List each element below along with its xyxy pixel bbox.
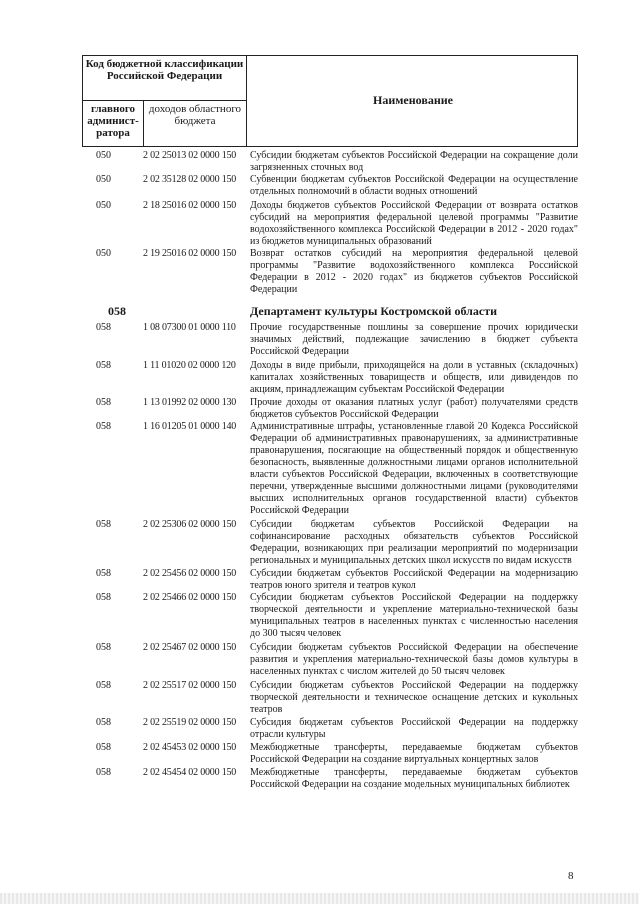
department-row bbox=[82, 304, 578, 320]
income-code: 1 08 07300 01 0000 110 bbox=[143, 322, 236, 333]
admin-code: 058 bbox=[96, 568, 111, 579]
income-code: 2 02 25466 02 0000 150 bbox=[143, 592, 237, 603]
scan-edge bbox=[0, 893, 639, 904]
department-code: 058 bbox=[108, 304, 126, 318]
income-code: 2 02 25467 02 0000 150 bbox=[143, 642, 237, 653]
row-name: Субсидия бюджетам субъектов Российской Федерации на поддержку отрасли культуры bbox=[250, 717, 578, 740]
row-name: Межбюджетные трансферты, передаваемые бюджетам субъектов Российской Федерации на создание модельных муниципальных библиотек bbox=[250, 767, 578, 790]
income-code: 2 02 35128 02 0000 150 bbox=[143, 174, 237, 185]
row-name: Прочие доходы от оказания платных услуг (работ) получателями средств бюджетов субъектов Российской Федерации bbox=[250, 397, 578, 420]
income-code: 2 02 25519 02 0000 150 bbox=[143, 717, 237, 728]
income-code: 1 13 01992 02 0000 130 bbox=[143, 397, 237, 408]
income-code: 2 02 25013 02 0000 150 bbox=[143, 150, 237, 161]
admin-code: 058 bbox=[96, 421, 111, 432]
row-name: Доходы в виде прибыли, приходящейся на доли в уставных (складочных) капиталах хозяйственных товариществ и обществ, или дивидендов по акциям, принадлежащим субъектам Российской Федерации bbox=[250, 360, 578, 395]
admin-code: 058 bbox=[96, 360, 111, 371]
row-name: Межбюджетные трансферты, передаваемые бюджетам субъектов Российской Федерации на создание виртуальных концертных залов bbox=[250, 742, 578, 765]
income-code: 2 19 25016 02 0000 150 bbox=[143, 248, 237, 259]
row-name: Прочие государственные пошлины за совершение прочих юридически значимых действий, подлежащие зачислению в бюджет субъекта Российской Федерации bbox=[250, 322, 578, 357]
header-divider-horizontal bbox=[83, 100, 246, 101]
admin-code: 058 bbox=[96, 742, 111, 753]
admin-code: 050 bbox=[96, 150, 111, 161]
page-number: 8 bbox=[568, 870, 574, 882]
header-col-admin: главного админист-ратора bbox=[87, 103, 139, 139]
income-code: 2 18 25016 02 0000 150 bbox=[143, 200, 237, 211]
admin-code: 058 bbox=[96, 322, 111, 333]
admin-code: 050 bbox=[96, 174, 111, 185]
department-name: Департамент культуры Костромской области bbox=[250, 304, 498, 318]
income-code: 2 02 25517 02 0000 150 bbox=[143, 680, 237, 691]
header-col-name: Наименование bbox=[373, 93, 453, 107]
income-code: 2 02 25306 02 0000 150 bbox=[143, 519, 237, 530]
row-name: Субсидии бюджетам субъектов Российской Федерации на обеспечение развития и укрепления материально-технической базы домов культуры в населенных пунктах с числом жителей до 50 тысяч человек bbox=[250, 642, 578, 677]
row-name: Субсидии бюджетам субъектов Российской Федерации на софинансирование расходных обязательств субъектов Российской Федерации, возникающих при реализации мероприятий по модернизации региональных и муниципальных детских школ искусств по видам искусств bbox=[250, 519, 578, 566]
row-name: Субсидии бюджетам субъектов Российской Федерации на модернизацию театров юного зрителя и театров кукол bbox=[250, 568, 578, 591]
row-name: Субсидии бюджетам субъектов Российской Федерации на сокращение доли загрязненных сточных вод bbox=[250, 150, 578, 173]
income-code: 2 02 45453 02 0000 150 bbox=[143, 742, 237, 753]
admin-code: 058 bbox=[96, 592, 111, 603]
admin-code: 058 bbox=[96, 680, 111, 691]
admin-code: 050 bbox=[96, 248, 111, 259]
row-name: Административные штрафы, установленные главой 20 Кодекса Российской Федерации об административных правонарушениях, за административные правонарушения, посягающие на общественный порядок и общественную безопасность, выявленные должностными лицами органов исполнительной власти субъектов Российской Федерации, включенных в соответствующие перечни, утвержденные высшими должностными лицами (руководителями высших исполнительных органов государственной власти) субъектов Российской Федерации bbox=[250, 421, 578, 516]
admin-code: 050 bbox=[96, 200, 111, 211]
row-name: Субвенции бюджетам субъектов Российской Федерации на осуществление отдельных полномочий в области водных отношений bbox=[250, 174, 578, 197]
admin-code: 058 bbox=[96, 642, 111, 653]
income-code: 2 02 25456 02 0000 150 bbox=[143, 568, 237, 579]
income-code: 1 11 01020 02 0000 120 bbox=[143, 360, 236, 371]
admin-code: 058 bbox=[96, 397, 111, 408]
row-name: Возврат остатков субсидий на мероприятия федеральной целевой программы "Развитие водохозяйственного комплекса Российской Федерации в 2012 - 2020 годах" из бюджетов субъектов Российской Федерации bbox=[250, 248, 578, 295]
income-code: 2 02 45454 02 0000 150 bbox=[143, 767, 237, 778]
row-name: Доходы бюджетов субъектов Российской Федерации от возврата остатков субсидий на мероприятия федеральной целевой программы "Развитие водохозяйственного комплекса Российской Федерации в 2012 - 2020 годах" из бюджетов муниципальных образований bbox=[250, 200, 578, 247]
row-name: Субсидии бюджетам субъектов Российской Федерации на поддержку творческой деятельности и укрепление материально-технической базы муниципальных театров в населенных пунктах с численностью населения до 300 тысяч человек bbox=[250, 592, 578, 639]
admin-code: 058 bbox=[96, 519, 111, 530]
row-name: Субсидии бюджетам субъектов Российской Федерации на поддержку творческой деятельности и техническое оснащение детских и кукольных театров bbox=[250, 680, 578, 715]
admin-code: 058 bbox=[96, 767, 111, 778]
header-col-income: доходов областного бюджета bbox=[148, 103, 242, 127]
table-header bbox=[82, 55, 578, 147]
income-code: 1 16 01205 01 0000 140 bbox=[143, 421, 237, 432]
header-group-title: Код бюджетной классификации Российской Федерации bbox=[85, 58, 244, 82]
admin-code: 058 bbox=[96, 717, 111, 728]
